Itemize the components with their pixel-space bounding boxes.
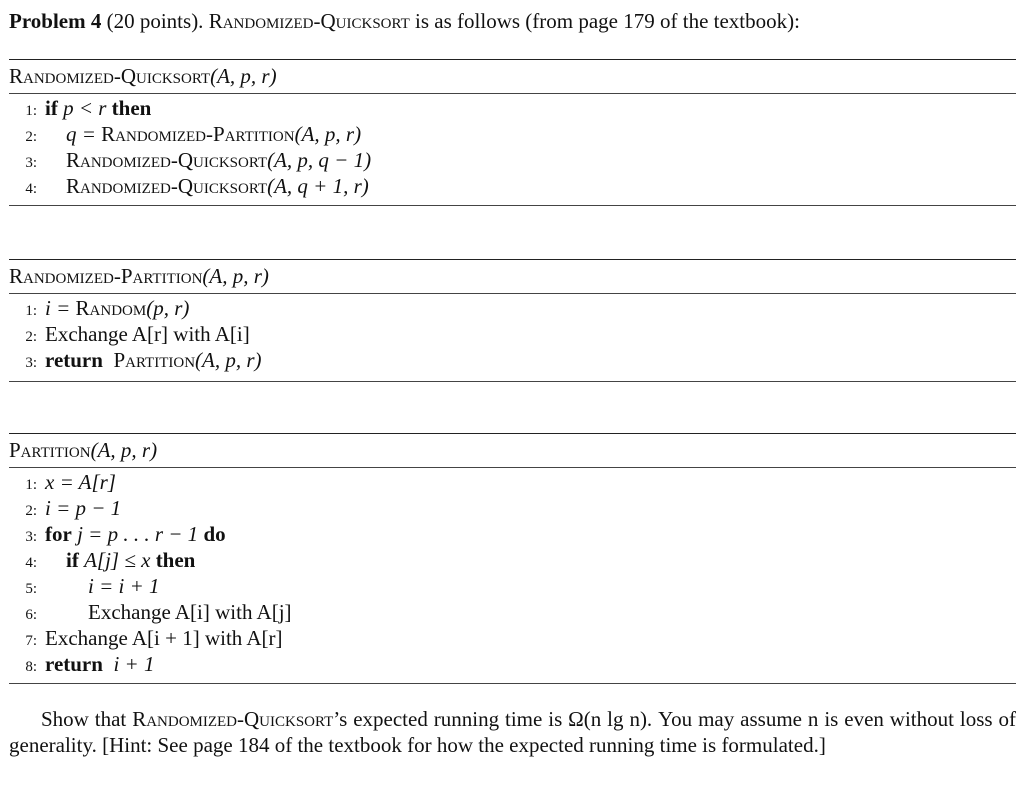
- problem-label: Problem 4: [9, 9, 102, 33]
- keyword: do: [203, 522, 226, 546]
- problem-heading: [9, 4, 1014, 38]
- keyword: if: [45, 96, 58, 120]
- keyword: if: [66, 548, 79, 572]
- statement: Exchange A[i] with A[j]: [88, 600, 292, 624]
- line-number: 2:: [25, 129, 37, 145]
- algorithm-randomized-partition: [9, 259, 1016, 382]
- algorithm-params: (A, p, r): [202, 264, 269, 288]
- algorithm-title: [9, 60, 1016, 93]
- keyword: return: [45, 348, 103, 372]
- line-number: 1:: [25, 303, 37, 319]
- statement: i = p − 1: [45, 496, 122, 520]
- assignment: q =: [66, 122, 102, 146]
- assignment: i =: [45, 296, 76, 320]
- line-number: 2:: [25, 503, 37, 519]
- call-args: (A, p, q − 1): [267, 148, 372, 172]
- problem-description: is as follows (from page 179 of the textbook):: [415, 9, 800, 33]
- procedure-call: Randomized-Quicksort: [66, 148, 268, 172]
- keyword: then: [155, 548, 196, 572]
- statement: x = A[r]: [45, 470, 116, 494]
- algorithm-lines: [9, 94, 1016, 199]
- code-line: [9, 625, 1016, 651]
- line-number: 3:: [25, 155, 37, 171]
- procedure-call: Randomized-Quicksort: [66, 174, 268, 198]
- line-number: 1:: [25, 477, 37, 493]
- algorithm-name: Partition: [9, 438, 91, 462]
- keyword: then: [111, 96, 152, 120]
- condition: p < r: [63, 96, 107, 120]
- procedure-call: Random: [75, 296, 147, 320]
- line-number: 1:: [25, 103, 37, 119]
- call-args: (p, r): [146, 296, 190, 320]
- keyword: for: [45, 522, 72, 546]
- code-line: [9, 121, 1016, 147]
- procedure-call: Partition: [113, 348, 196, 372]
- statement: Exchange A[i + 1] with A[r]: [45, 626, 283, 650]
- statement-text: ’s expected running time is Ω(n lg n). You may assume n is even without loss of generality. [Hint: See page 184 of the textbook for how the expected running time is formulated.]: [9, 707, 1016, 757]
- return-value: i + 1: [113, 652, 155, 676]
- code-line: [9, 651, 1016, 677]
- condition: A[j] ≤ x: [84, 548, 151, 572]
- statement: i = i + 1: [88, 574, 160, 598]
- call-args: (A, q + 1, r): [267, 174, 369, 198]
- algorithm-title: [9, 260, 1016, 293]
- line-number: 3:: [25, 529, 37, 545]
- code-line: [9, 547, 1016, 573]
- line-number: 4:: [25, 555, 37, 571]
- algorithm-partition: [9, 433, 1016, 684]
- line-number: 3:: [25, 355, 37, 371]
- problem-statement: [9, 706, 1016, 758]
- code-line: [9, 599, 1016, 625]
- loop-range: j = p . . . r − 1: [77, 522, 199, 546]
- code-line: [9, 147, 1016, 173]
- algorithm-title: [9, 434, 1016, 467]
- algorithm-lines: [9, 294, 1016, 373]
- statement-algo-name: Randomized-Quicksort: [132, 707, 334, 731]
- line-number: 7:: [25, 633, 37, 649]
- statement: Exchange A[r] with A[i]: [45, 322, 250, 346]
- bottom-rule: [9, 381, 1016, 382]
- algorithm-lines: [9, 468, 1016, 677]
- algorithm-params: (A, p, r): [90, 438, 158, 462]
- line-number: 8:: [25, 659, 37, 675]
- algorithm-name: Randomized-Partition: [9, 264, 203, 288]
- code-line: [9, 347, 1016, 373]
- code-line: [9, 295, 1016, 321]
- line-number: 2:: [25, 329, 37, 345]
- procedure-call: Randomized-Partition: [101, 122, 295, 146]
- code-line: [9, 495, 1016, 521]
- algorithm-params: (A, p, r): [210, 64, 277, 88]
- code-line: [9, 95, 1016, 121]
- problem-points: (20 points).: [106, 9, 204, 33]
- line-number: 5:: [25, 581, 37, 597]
- keyword: return: [45, 652, 103, 676]
- problem-algo-name: Randomized-Quicksort: [208, 9, 410, 33]
- statement-text: Show that: [41, 707, 127, 731]
- algorithm-name: Randomized-Quicksort: [9, 64, 211, 88]
- line-number: 6:: [25, 607, 37, 623]
- line-number: 4:: [25, 181, 37, 197]
- code-line: [9, 521, 1016, 547]
- call-args: (A, p, r): [195, 348, 262, 372]
- code-line: [9, 173, 1016, 199]
- code-line: [9, 321, 1016, 347]
- code-line: [9, 469, 1016, 495]
- bottom-rule: [9, 683, 1016, 684]
- algorithm-randomized-quicksort: [9, 59, 1016, 206]
- code-line: [9, 573, 1016, 599]
- call-args: (A, p, r): [294, 122, 362, 146]
- bottom-rule: [9, 205, 1016, 206]
